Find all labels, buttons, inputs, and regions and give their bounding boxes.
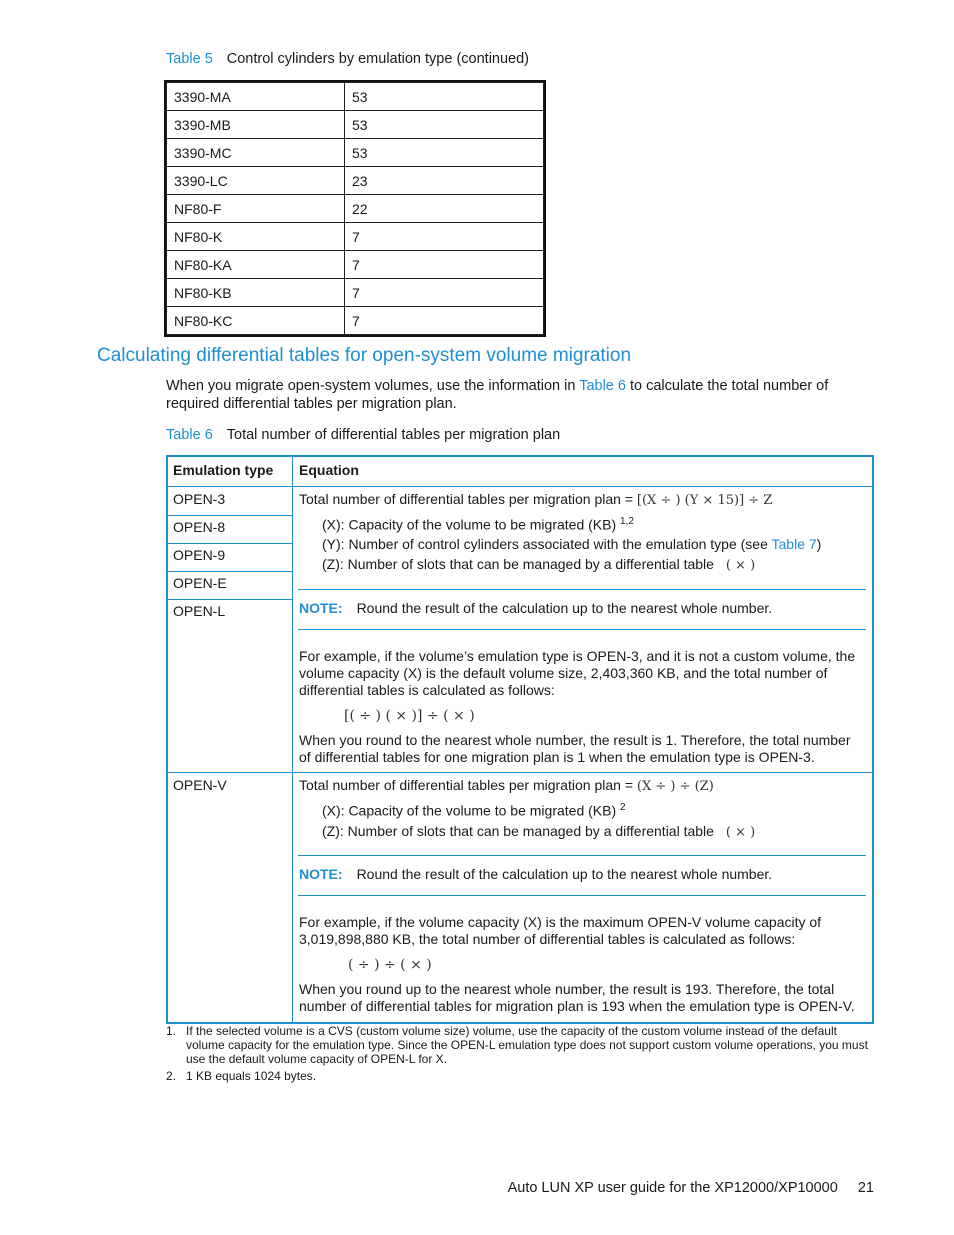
group1-result: When you round to the nearest whole number, the result is 1. Therefore, the total number of differential tables for one migration plan is 1 when the emulation type is OPEN-3.: [299, 732, 851, 765]
table6-link[interactable]: Table 6: [579, 378, 626, 394]
group1-y-def-end: ): [816, 536, 822, 552]
table5-row: [167, 139, 544, 167]
table6: [166, 455, 874, 1024]
table5-caption: [166, 51, 529, 67]
type-open-3: OPEN-3: [173, 491, 226, 507]
cylinders-cell: 7: [345, 307, 544, 335]
table5-row: [167, 83, 544, 111]
group2-formula: [299, 777, 714, 794]
group1-formula-text: Total number of differential tables per migration plan =: [299, 491, 633, 507]
emulation-type-cell: NF80-KA: [167, 251, 345, 279]
table5-row: [167, 279, 544, 307]
emulation-type-cell: 3390-MA: [167, 83, 345, 111]
group1-x-def-text: (X): Capacity of the volume to be migrated (KB): [322, 516, 617, 533]
group2-x-def-text: (X): Capacity of the volume to be migrated (KB): [322, 802, 617, 819]
group2-x-sup: 2: [620, 802, 626, 813]
cylinders-cell: 53: [345, 83, 544, 111]
group1-x-def: [322, 516, 634, 533]
type-open-l: OPEN-L: [173, 603, 226, 619]
note-rule: [298, 895, 866, 896]
table5: [164, 80, 546, 337]
footnote-2-num: 2.: [166, 1069, 177, 1083]
group1-z-math: ( × ): [725, 558, 756, 573]
intro-text-2: to calculate the total number of required differential tables per migration plan.: [166, 378, 829, 412]
group1-note-text: Round the result of the calculation up to the nearest whole number.: [356, 600, 773, 616]
group-divider: [168, 772, 872, 773]
group1-example-math: [( ÷ ) ( × )] ÷ ( × ): [344, 708, 475, 724]
emulation-type-cell: NF80-KC: [167, 307, 345, 335]
group1-z-def-text: (Z): Number of slots that can be managed by a differential table: [322, 556, 714, 572]
table5-row: [167, 195, 544, 223]
group2-example: For example, if the volume capacity (X) is the maximum OPEN-V volume capacity of 3,019,898,880 KB, the total number of differential tables is calculated as follows:: [299, 914, 822, 947]
table5-row: [167, 111, 544, 139]
group1-note: [299, 600, 772, 616]
group1-z-def: [322, 556, 755, 573]
group2-note: [299, 866, 772, 882]
cylinders-cell: 22: [345, 195, 544, 223]
page-number: 21: [857, 1180, 874, 1196]
table5-row: [167, 251, 544, 279]
emulation-type-cell: NF80-K: [167, 223, 345, 251]
footnote-1-num: 1.: [166, 1024, 177, 1038]
group1-formula-math: [(X ÷ ) (Y × 15)] ÷ Z: [636, 493, 773, 508]
page-footer: [508, 1180, 874, 1196]
group1-x-sup: 1,2: [620, 516, 634, 527]
table5-row: [167, 223, 544, 251]
row-divider: [168, 515, 292, 516]
emulation-type-cell: 3390-LC: [167, 167, 345, 195]
header-divider: [168, 486, 872, 487]
table6-caption: [166, 427, 560, 443]
emulation-type-cell: NF80-F: [167, 195, 345, 223]
emulation-type-cell: NF80-KB: [167, 279, 345, 307]
group1-y-def: [322, 536, 821, 552]
group2-z-def: [322, 823, 755, 840]
intro-text-1: When you migrate open-system volumes, use the information in: [166, 378, 580, 394]
cylinders-cell: 7: [345, 251, 544, 279]
group1-note-label: NOTE:: [299, 600, 343, 616]
cylinders-cell: 53: [345, 139, 544, 167]
group2-result: When you round up to the nearest whole number, the result is 193. Therefore, the total number of differential tables for migration plan is 193 when the emulation type is OPEN-V.: [299, 981, 855, 1014]
header-emulation-type: Emulation type: [173, 462, 274, 478]
table5-caption-text: Control cylinders by emulation type (continued): [226, 51, 529, 67]
type-open-v: OPEN-V: [173, 777, 227, 793]
footnote-1-text: If the selected volume is a CVS (custom volume size) volume, use the capacity of the custom volume instead of the default volume capacity for the emulation type. Since the OPEN-L emulation type does not support custom volume operations, you must use the default volume capacity of OPEN-L for X.: [186, 1024, 868, 1066]
cylinders-cell: 7: [345, 279, 544, 307]
table5-row: [167, 307, 544, 335]
group2-formula-text: Total number of differential tables per migration plan =: [299, 777, 633, 793]
group1-example: For example, if the volume’s emulation type is OPEN-3, and it is not a custom volume, the volume capacity (X) is the default volume size, 2,403,360 KB, and the total number of differential tables is calculated as follows:: [299, 648, 856, 698]
table6-caption-text: Total number of differential tables per migration plan: [226, 427, 561, 443]
cylinders-cell: 23: [345, 167, 544, 195]
row-divider: [168, 599, 292, 600]
emulation-type-cell: 3390-MC: [167, 139, 345, 167]
cylinders-cell: 7: [345, 223, 544, 251]
table7-link[interactable]: Table 7: [771, 536, 817, 552]
type-open-8: OPEN-8: [173, 519, 226, 535]
group1-y-def-text: (Y): Number of control cylinders associated with the emulation type (see: [322, 536, 772, 552]
footnote-2: [166, 1069, 872, 1083]
type-open-9: OPEN-9: [173, 547, 226, 563]
footnote-1: [166, 1024, 872, 1066]
group2-note-text: Round the result of the calculation up to the nearest whole number.: [356, 866, 773, 882]
group2-z-math: ( × ): [725, 825, 756, 840]
table6-label: Table 6: [166, 427, 213, 443]
header-equation: Equation: [299, 462, 359, 478]
intro-paragraph: [166, 377, 866, 413]
group2-x-def: [322, 802, 626, 819]
footnotes: [166, 1024, 872, 1086]
section-heading: Calculating differential tables for open-system volume migration: [97, 345, 632, 366]
table5-label: Table 5: [166, 51, 213, 67]
emulation-type-cell: 3390-MB: [167, 111, 345, 139]
note-rule: [298, 855, 866, 856]
note-rule: [298, 629, 866, 630]
group1-formula: [299, 491, 772, 508]
table5-body: [167, 83, 544, 335]
cylinders-cell: 53: [345, 111, 544, 139]
note-rule: [298, 589, 866, 590]
footer-title: Auto LUN XP user guide for the XP12000/XP10000: [507, 1180, 838, 1196]
group2-example-math: ( ÷ ) ÷ ( × ): [348, 957, 432, 973]
group2-formula-math: (X ÷ ) ÷ (Z): [636, 779, 714, 794]
row-divider: [168, 543, 292, 544]
column-divider: [292, 457, 293, 1022]
footnote-2-text: 1 KB equals 1024 bytes.: [186, 1069, 317, 1083]
type-open-e: OPEN-E: [173, 575, 227, 591]
table5-row: [167, 167, 544, 195]
group2-note-label: NOTE:: [299, 866, 343, 882]
row-divider: [168, 571, 292, 572]
group2-z-def-text: (Z): Number of slots that can be managed by a differential table: [322, 823, 714, 839]
